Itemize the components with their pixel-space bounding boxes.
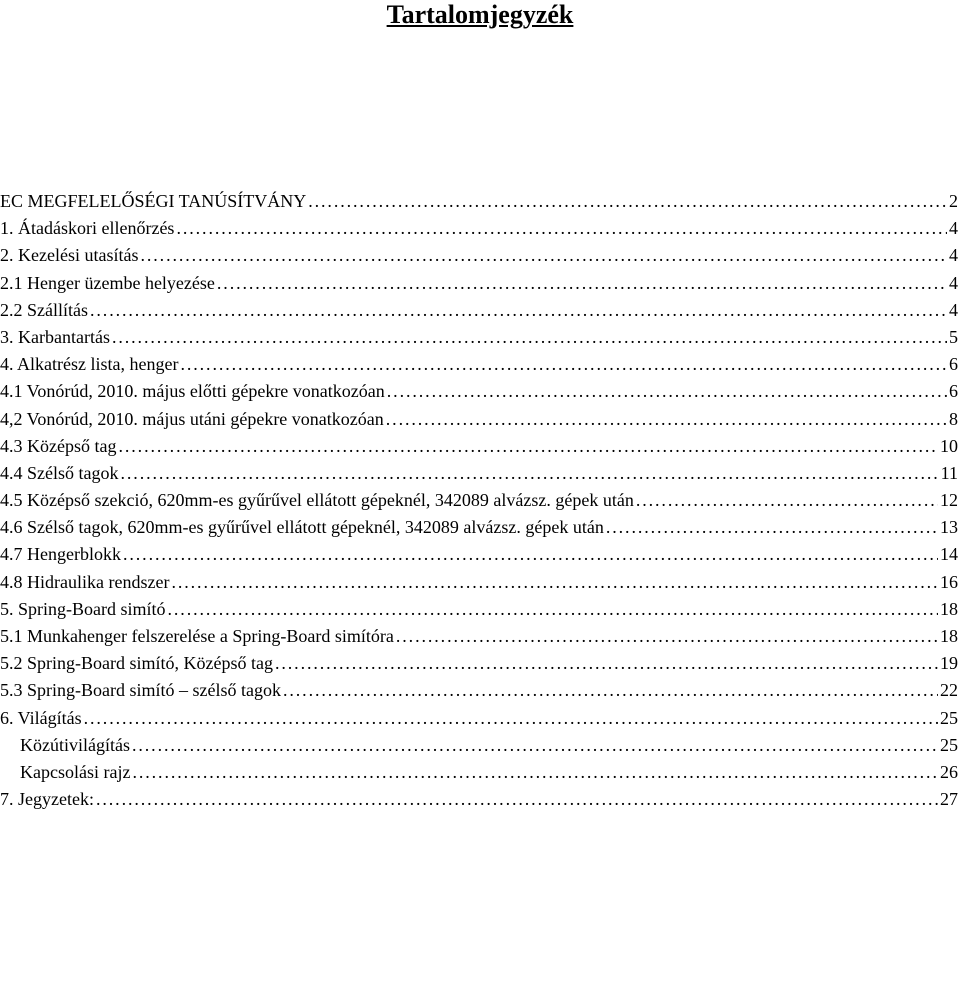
toc-leader-dots xyxy=(118,433,938,460)
toc-entry-label: Közútivilágítás xyxy=(20,734,130,755)
toc-leader-dots xyxy=(96,786,938,813)
toc-entry-operating-instructions[interactable] xyxy=(0,242,960,269)
toc-leader-dots xyxy=(123,541,938,568)
toc-entry-drawbar-after-2010[interactable] xyxy=(0,406,960,433)
toc-entry-label: 5.2 Spring-Board simító, Középső tag xyxy=(0,653,273,674)
toc-entry-handover-check[interactable] xyxy=(0,215,960,242)
toc-entry-spring-board-middle[interactable] xyxy=(0,650,960,677)
toc-entry-hydraulic-system[interactable] xyxy=(0,569,960,596)
toc-entry-page: 27 xyxy=(940,789,958,810)
toc-entry-label: 4.6 Szélső tagok, 620mm-es gyűrűvel ellátott gépeknél, 342089 alvázsz. gépek után xyxy=(0,517,604,538)
toc-entry-notes[interactable] xyxy=(0,786,960,813)
toc-entry-page: 8 xyxy=(949,408,958,429)
toc-entry-spring-board-outer[interactable] xyxy=(0,677,960,704)
toc-entry-label: 5.3 Spring-Board simító – szélső tagok xyxy=(0,680,281,701)
toc-entry-label: 4.8 Hidraulika rendszer xyxy=(0,571,170,592)
toc-leader-dots xyxy=(283,677,938,704)
toc-entry-spring-board[interactable] xyxy=(0,596,960,623)
toc-entry-page: 11 xyxy=(940,462,958,483)
toc-entry-label: 1. Átadáskori ellenőrzés xyxy=(0,218,175,239)
toc-entry-label: 4.3 Középső tag xyxy=(0,435,117,456)
toc-entry-label: 4,2 Vonórúd, 2010. május utáni gépekre vonatkozóan xyxy=(0,408,384,429)
toc-entry-label: 2.2 Szállítás xyxy=(0,299,88,320)
toc-leader-dots xyxy=(168,596,939,623)
toc-entry-page: 22 xyxy=(940,680,958,701)
toc-entry-label: 4.7 Hengerblokk xyxy=(0,544,121,565)
toc-leader-dots xyxy=(84,705,938,732)
toc-entry-label: EC MEGFELELŐSÉGI TANÚSÍTVÁNY xyxy=(0,191,307,211)
toc-entry-page: 14 xyxy=(940,544,958,565)
toc-entry-commissioning[interactable] xyxy=(0,270,960,297)
toc-entry-label: 4.4 Szélső tagok xyxy=(0,462,119,483)
toc-entry-page: 25 xyxy=(940,707,958,728)
toc-leader-dots xyxy=(386,406,947,433)
toc-leader-dots xyxy=(636,487,938,514)
table-of-contents xyxy=(0,188,960,813)
toc-entry-outer-sections-620mm[interactable] xyxy=(0,514,960,541)
toc-leader-dots xyxy=(606,514,938,541)
toc-leader-dots xyxy=(121,460,939,487)
toc-entry-page: 16 xyxy=(940,571,958,592)
toc-entry-page: 10 xyxy=(940,435,958,456)
toc-entry-page: 6 xyxy=(949,354,958,375)
toc-entry-page: 4 xyxy=(949,245,958,266)
toc-leader-dots xyxy=(176,215,947,242)
toc-entry-cylinder-mounting[interactable] xyxy=(0,623,960,650)
toc-leader-dots xyxy=(308,188,947,215)
toc-leader-dots xyxy=(90,297,947,324)
toc-entry-page: 18 xyxy=(940,626,958,646)
toc-entry-page: 26 xyxy=(940,761,958,782)
toc-entry-transport[interactable] xyxy=(0,297,960,324)
toc-entry-page: 13 xyxy=(940,517,958,538)
toc-entry-label: 6. Világítás xyxy=(0,707,82,728)
toc-leader-dots xyxy=(132,732,938,759)
toc-entry-ec-certificate[interactable] xyxy=(0,188,960,215)
toc-entry-label: Kapcsolási rajz xyxy=(20,761,131,782)
toc-entry-road-lighting[interactable] xyxy=(0,732,960,759)
toc-leader-dots xyxy=(396,623,938,650)
toc-entry-page: 5 xyxy=(949,326,958,347)
toc-entry-outer-sections[interactable] xyxy=(0,460,960,487)
toc-entry-label: 5. Spring-Board simító xyxy=(0,598,166,619)
toc-entry-middle-section[interactable] xyxy=(0,433,960,460)
toc-leader-dots xyxy=(217,270,947,297)
toc-entry-label: 5.1 Munkahenger felszerelése a Spring-Board simítóra xyxy=(0,626,394,646)
toc-entry-label: 2. Kezelési utasítás xyxy=(0,245,139,266)
toc-leader-dots xyxy=(132,759,938,786)
toc-entry-roller-block[interactable] xyxy=(0,541,960,568)
toc-entry-page: 25 xyxy=(940,734,958,755)
toc-entry-page: 6 xyxy=(949,381,958,402)
toc-entry-page: 19 xyxy=(940,653,958,674)
toc-entry-label: 4. Alkatrész lista, henger xyxy=(0,354,179,375)
toc-leader-dots xyxy=(387,378,947,405)
toc-entry-page: 18 xyxy=(940,598,958,619)
toc-entry-label: 7. Jegyzetek: xyxy=(0,789,94,810)
toc-entry-lighting[interactable] xyxy=(0,705,960,732)
toc-leader-dots xyxy=(275,650,938,677)
toc-leader-dots xyxy=(112,324,947,351)
toc-entry-page: 2 xyxy=(949,191,958,211)
toc-entry-label: 3. Karbantartás xyxy=(0,326,110,347)
toc-entry-maintenance[interactable] xyxy=(0,324,960,351)
toc-entry-middle-section-620mm[interactable] xyxy=(0,487,960,514)
toc-leader-dots xyxy=(180,351,947,378)
toc-entry-page: 4 xyxy=(949,299,958,320)
toc-entry-label: 4.1 Vonórúd, 2010. május előtti gépekre vonatkozóan xyxy=(0,381,385,402)
toc-entry-parts-list[interactable] xyxy=(0,351,960,378)
toc-entry-page: 4 xyxy=(949,272,958,293)
toc-entry-page: 12 xyxy=(940,490,958,511)
toc-entry-page: 4 xyxy=(949,218,958,239)
toc-leader-dots xyxy=(140,242,947,269)
toc-entry-drawbar-before-2010[interactable] xyxy=(0,378,960,405)
page-title: Tartalomjegyzék xyxy=(386,0,574,29)
toc-entry-label: 4.5 Középső szekció, 620mm-es gyűrűvel ellátott gépeknél, 342089 alvázsz. gépek után xyxy=(0,490,634,511)
toc-entry-wiring-diagram[interactable] xyxy=(0,759,960,786)
toc-entry-label: 2.1 Henger üzembe helyezése xyxy=(0,272,215,293)
toc-leader-dots xyxy=(171,569,938,596)
